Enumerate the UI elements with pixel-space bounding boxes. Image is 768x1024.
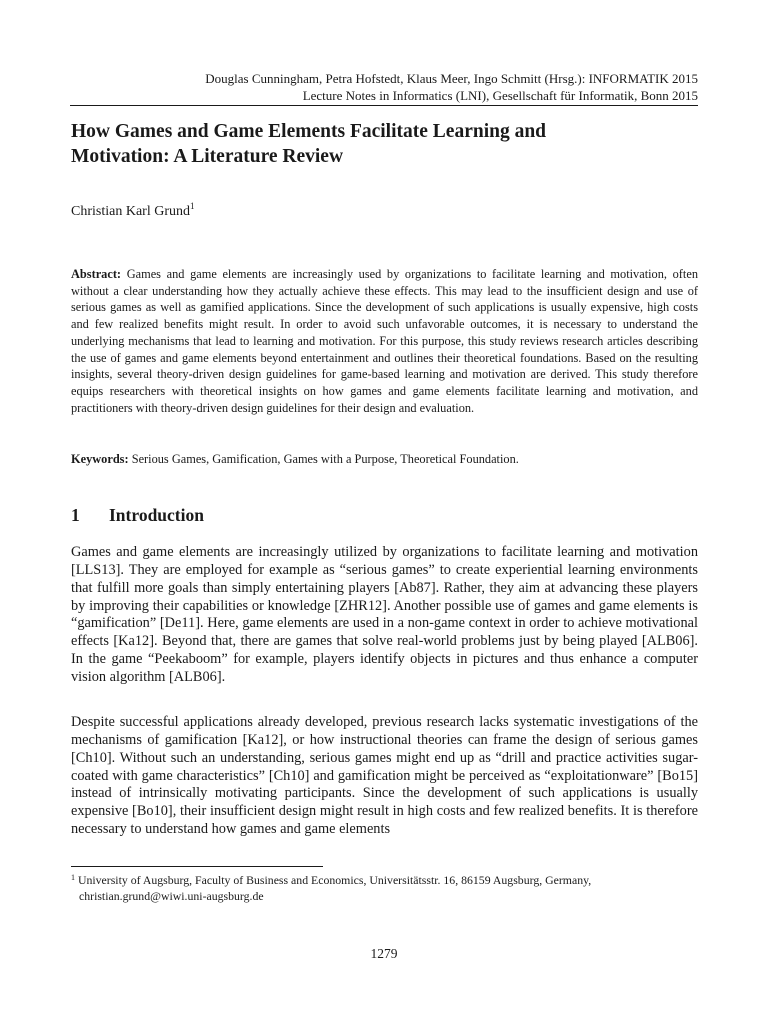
keywords-label: Keywords: bbox=[71, 452, 129, 466]
header-line-2: Lecture Notes in Informatics (LNI), Gesellschaft für Informatik, Bonn 2015 bbox=[302, 88, 698, 103]
author-footnote-mark: 1 bbox=[189, 201, 195, 211]
running-header bbox=[70, 70, 698, 104]
abstract-label: Abstract: bbox=[71, 267, 122, 281]
footnote bbox=[71, 873, 701, 904]
abstract bbox=[71, 266, 698, 416]
body-paragraph: Games and game elements are increasingly utilized by organizations to facilitate learning and motivation [LLS13]. They are employed for example as “serious games” to create experiential learning environments that fulfill more goals than simply entertaining players [Ab87]. Rather, they aim at advancing these players by improving their capabilities or knowledge [ZHR12]. Another possible use of games and game elements is “gamification” [De11]. Here, game elements are used in a non-game context in order to achieve motivational effects [Ka12]. Beyond that, there are games that solve real-world problems just by being played [ALB06]. In the game “Peekaboom” for example, players identify objects in pictures and thus enhance a computer vision algorithm [ALB06]. bbox=[71, 544, 698, 685]
footnote-line-2: christian.grund@wiwi.uni-augsburg.de bbox=[79, 888, 264, 903]
keywords bbox=[71, 451, 698, 468]
title-line-1: How Games and Game Elements Facilitate Learning and bbox=[71, 121, 547, 142]
footnote-rule bbox=[71, 866, 323, 867]
header-rule bbox=[70, 105, 698, 106]
title-line-2: Motivation: A Literature Review bbox=[71, 146, 344, 167]
body-paragraph: Despite successful applications already developed, previous research lacks systematic investigations of the mechanisms of gamification [Ka12], or how instructional theories can frame the design of serious games [Ch10]. Without such an understanding, serious games might end up as “drill and practice activities sugar-coated with game characteristics” [Ch10] and gamification might be perceived as “exploitationware” [Bo15] instead of intrinsically motivating participants. Since the development of such applications is usually expensive [Bo10], their insufficient design might result in high costs and few realized benefits. It is therefore necessary to understand how games and game elements bbox=[71, 714, 698, 838]
paper-title bbox=[71, 119, 701, 169]
section-number: 1 bbox=[71, 505, 80, 525]
keywords-text: Serious Games, Gamification, Games with a Purpose, Theoretical Foundation. bbox=[131, 452, 519, 466]
author bbox=[71, 203, 194, 221]
header-line-1: Douglas Cunningham, Petra Hofstedt, Klaus Meer, Ingo Schmitt (Hrsg.): INFORMATIK 2015 bbox=[205, 71, 698, 86]
author-name: Christian Karl Grund bbox=[71, 204, 190, 219]
section-heading bbox=[71, 504, 204, 526]
footnote-mark: 1 bbox=[71, 873, 75, 882]
section-title: Introduction bbox=[109, 505, 204, 525]
footnote-line-1: University of Augsburg, Faculty of Business and Economics, Universitätsstr. 16, 86159 Augsburg, Germany, bbox=[77, 873, 592, 887]
page-number: 1279 bbox=[370, 946, 398, 961]
abstract-text: Games and game elements are increasingly used by organizations to facilitate learning and motivation, often without a clear understanding how they actually achieve these effects. This may lead to the insufficient design and use of serious games as well as gamified applications. Since the development of such applications is usually expensive, high costs and few realized benefits might result. In order to avoid such unfavorable outcomes, it is necessary to understand the underlying mechanisms that lead to learning and motivation. For this purpose, this study reviews research articles describing the use of games and game elements beyond entertainment and outlines their theoretical foundations. Based on the resulting insights, several theory-driven design guidelines for game-based learning and motivation are derived. This study therefore equips researchers with theoretical insights on how games and game elements facilitate learning and motivation, and practitioners with theory-driven design guidelines for their design and evaluation. bbox=[71, 267, 698, 415]
